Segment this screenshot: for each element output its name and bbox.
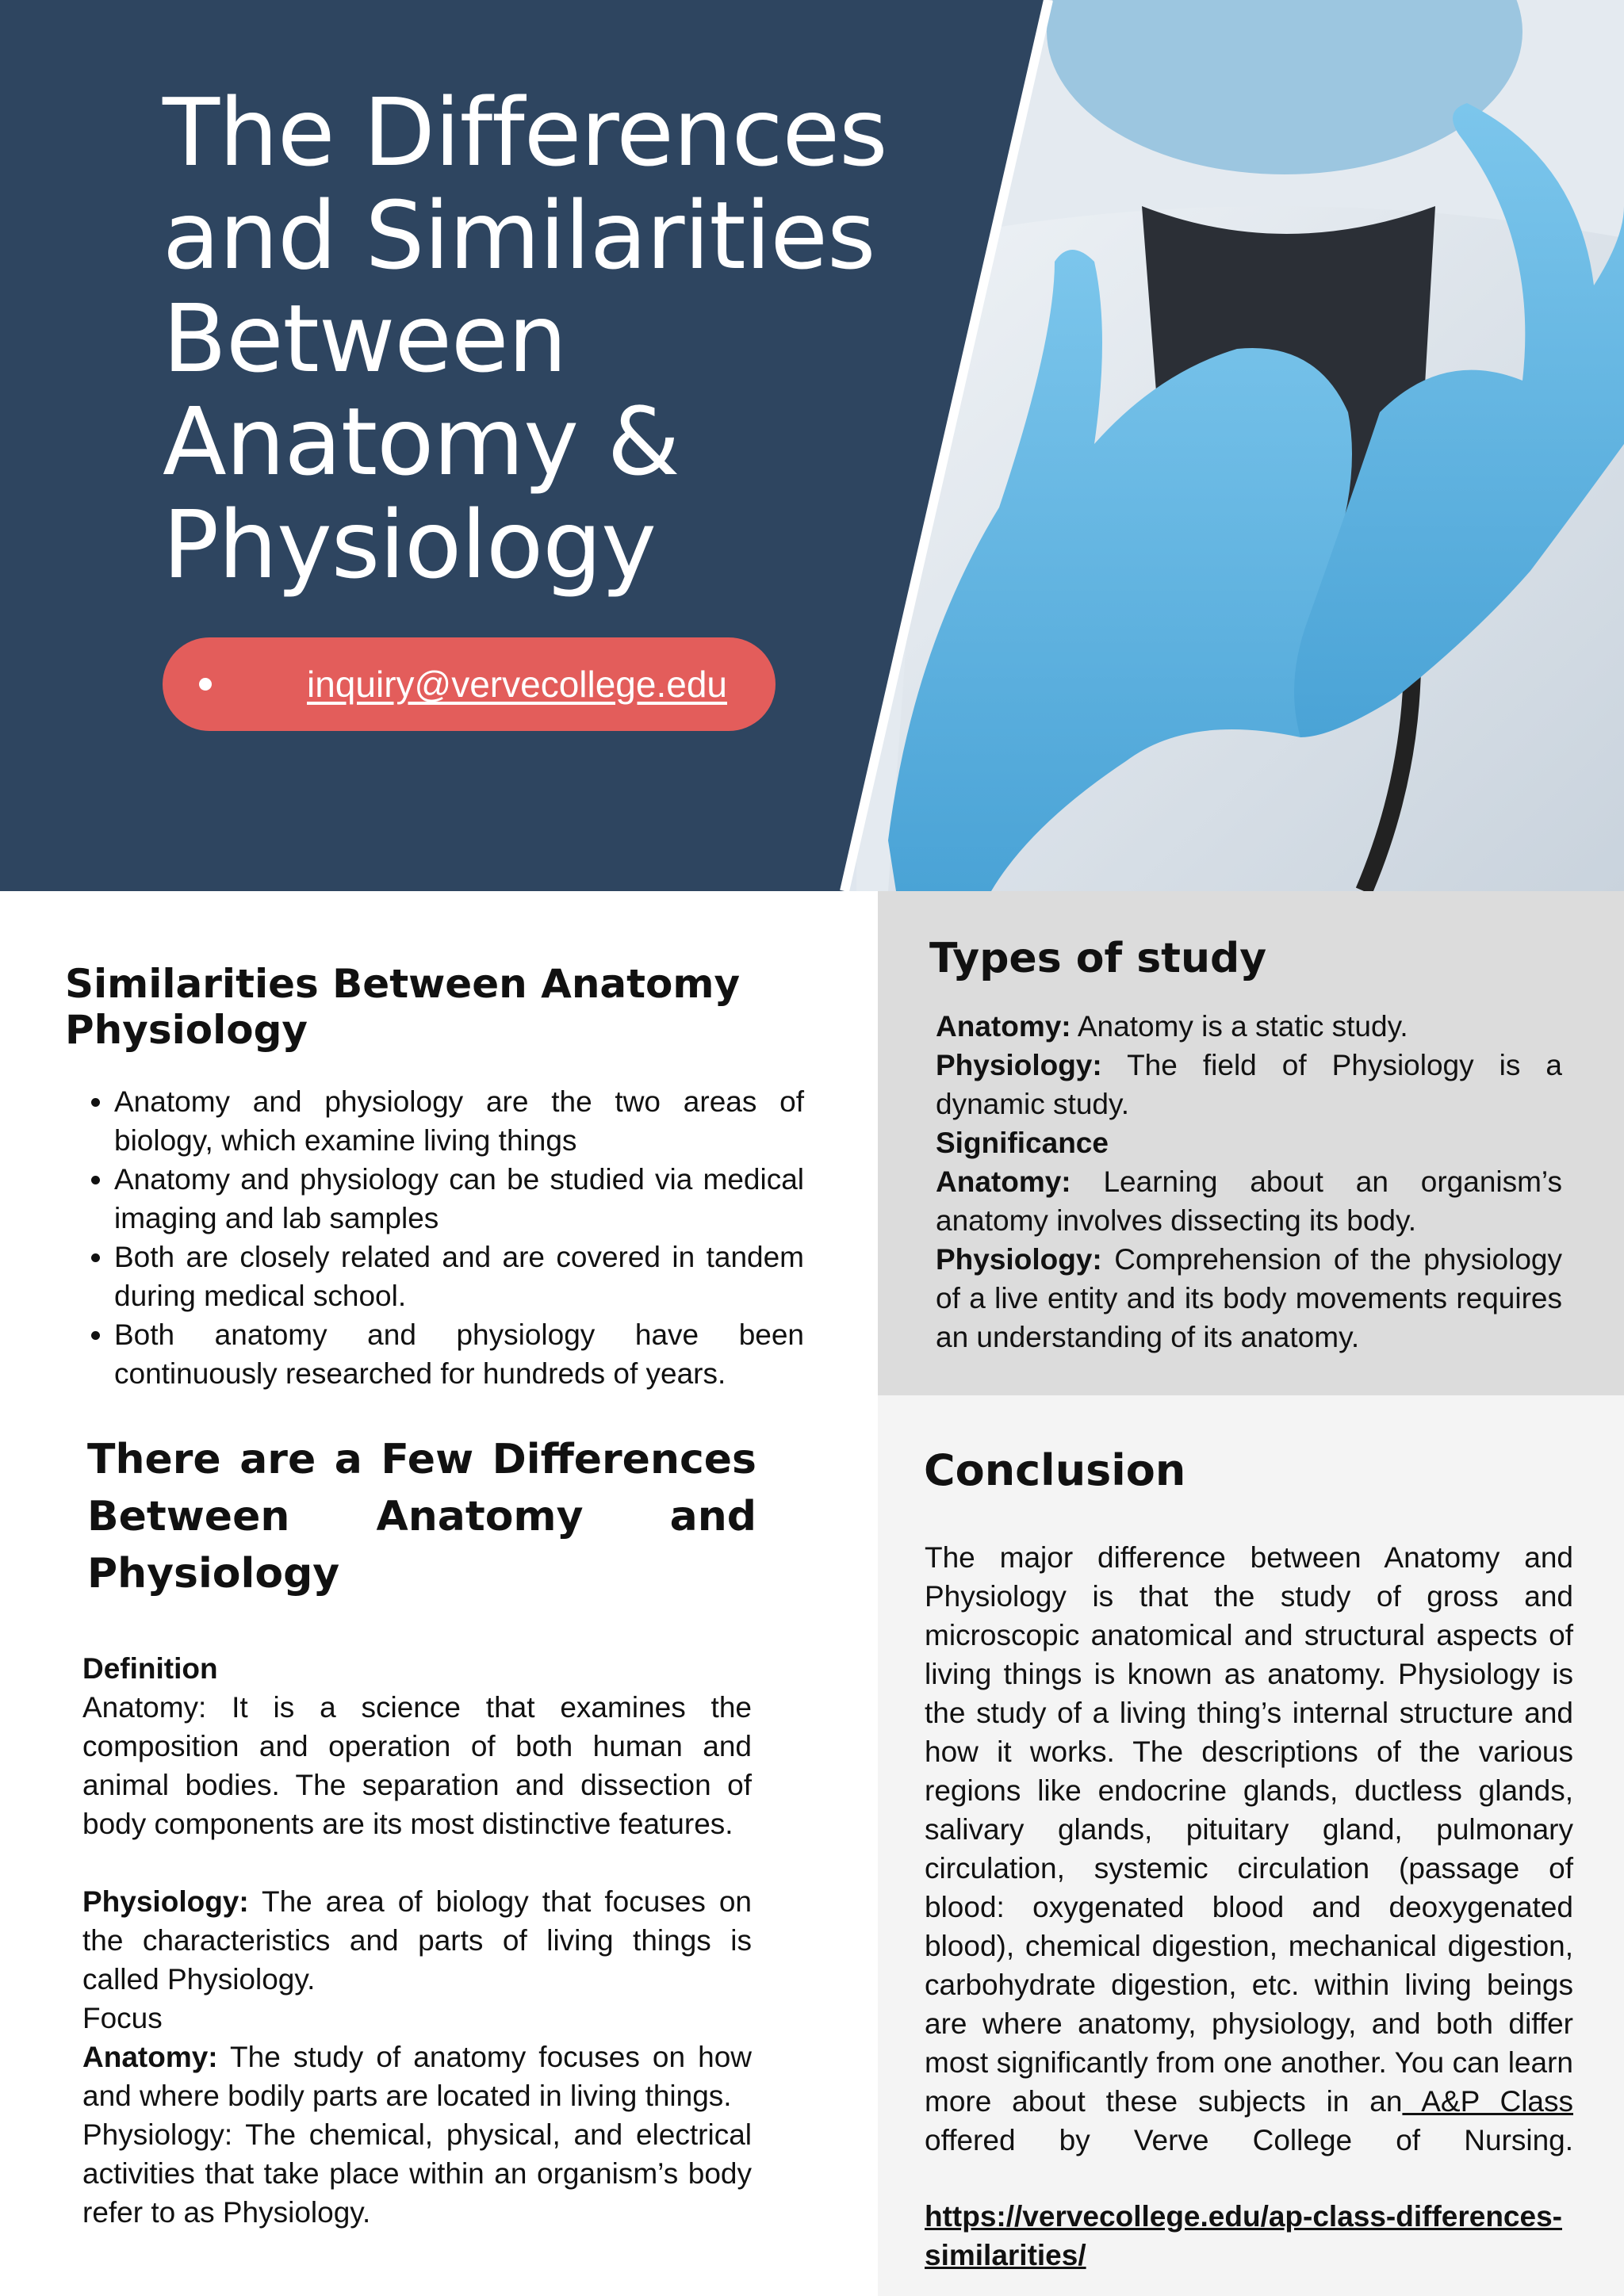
- text: The area of biology that focuses on the characteristics and parts of living things is called Physiology.: [82, 1885, 752, 1996]
- list-item: • Both anatomy and physiology have been continuously researched for hundreds of years.: [114, 1315, 804, 1393]
- hero-section: [0, 0, 1624, 891]
- label: Physiology:: [936, 1243, 1102, 1276]
- email-link[interactable]: inquiry@vervecollege.edu: [307, 664, 727, 705]
- conclusion-text: [925, 1538, 1573, 2160]
- text: The study of anatomy focuses on how and where bodily parts are located in living things.: [82, 2041, 752, 2112]
- label: Physiology:: [936, 1049, 1102, 1081]
- text: Anatomy is a static study.: [1071, 1010, 1408, 1043]
- anatomy-focus: [82, 2038, 752, 2115]
- text: The field of Physiology is a dynamic study.: [936, 1049, 1562, 1120]
- text: Learning about an organism’s anatomy involves dissecting its body.: [936, 1165, 1562, 1237]
- differences-body: [82, 1649, 752, 2232]
- page-title: [163, 78, 924, 599]
- conclusion-heading: Conclusion: [924, 1445, 1186, 1495]
- heading-line: Between Anatomy and: [87, 1493, 756, 1540]
- list-item: • Anatomy and physiology are the two areas of biology, which examine living things: [114, 1082, 804, 1160]
- bullet-icon: [199, 678, 212, 691]
- label: Anatomy:: [82, 2041, 218, 2073]
- title-line: Between: [163, 284, 567, 393]
- types-body: [936, 1007, 1562, 1357]
- heading-line: Physiology: [87, 1550, 340, 1598]
- definition-heading: Definition: [82, 1652, 218, 1685]
- email-badge: [163, 637, 776, 731]
- list-item: • Both are closely related and are covered in tandem during medical school.: [114, 1238, 804, 1315]
- similarities-heading: Similarities Between Anatomy Physiology: [65, 961, 741, 1053]
- focus-heading: Focus: [82, 2002, 163, 2034]
- label: Anatomy:: [936, 1165, 1071, 1198]
- significance-heading: Significance: [936, 1127, 1109, 1159]
- list-item: • Anatomy and physiology can be studied via medical imaging and lab samples: [114, 1160, 804, 1238]
- anatomy-type: [936, 1007, 1562, 1046]
- differences-heading: [87, 1431, 756, 1602]
- title-line: and Similarities: [163, 181, 875, 290]
- anatomy-definition: Anatomy: It is a science that examines the composition and operation of both human and animal bodies. The separation and dissection of body components are its most distinctive features.: [82, 1691, 752, 1840]
- title-line: Anatomy &: [163, 387, 680, 496]
- physiology-focus: Physiology: The chemical, physical, and electrical activities that take place within an organism’s body refer to as Physiology.: [82, 2118, 752, 2229]
- title-line: Physiology: [163, 490, 656, 599]
- physiology-type: [936, 1046, 1562, 1123]
- heading-line: There are a Few Differences: [87, 1436, 756, 1483]
- text: Comprehension of the physiology of a live entity and its body movements requires an understanding of its anatomy.: [936, 1243, 1562, 1353]
- text: offered by Verve College of Nursing.: [925, 2124, 1573, 2156]
- anatomy-significance: [936, 1162, 1562, 1240]
- title-line: The Differences: [163, 78, 887, 187]
- physiology-significance: [936, 1240, 1562, 1357]
- label: Physiology:: [82, 1885, 249, 1918]
- label: Anatomy:: [936, 1010, 1071, 1043]
- similarities-list: [79, 1082, 804, 1393]
- text: The major difference between Anatomy and Physiology is that the study of gross and microscopic anatomical and structural aspects of living things is known as anatomy. Physiology is the study of a living thing’s internal structure and how it works. The descriptions of the various regions like endocrine glands, ductless glands, salivary glands, pituitary gland, pulmonary circulation, systemic circulation (passage of blood: oxygenated blood and deoxygenated blood), chemical digestion, mechanical digestion, carbohydrate digestion, etc. within living beings are where anatomy, physiology, and both differ most significantly from one another. You can learn more about these subjects in an: [925, 1541, 1573, 2118]
- article-url-link[interactable]: https://vervecollege.edu/ap-class-differences-similarities/: [925, 2200, 1562, 2271]
- physiology-definition: [82, 1882, 752, 1999]
- types-heading: Types of study: [929, 935, 1267, 982]
- ap-class-link[interactable]: A&P Class: [1402, 2085, 1573, 2118]
